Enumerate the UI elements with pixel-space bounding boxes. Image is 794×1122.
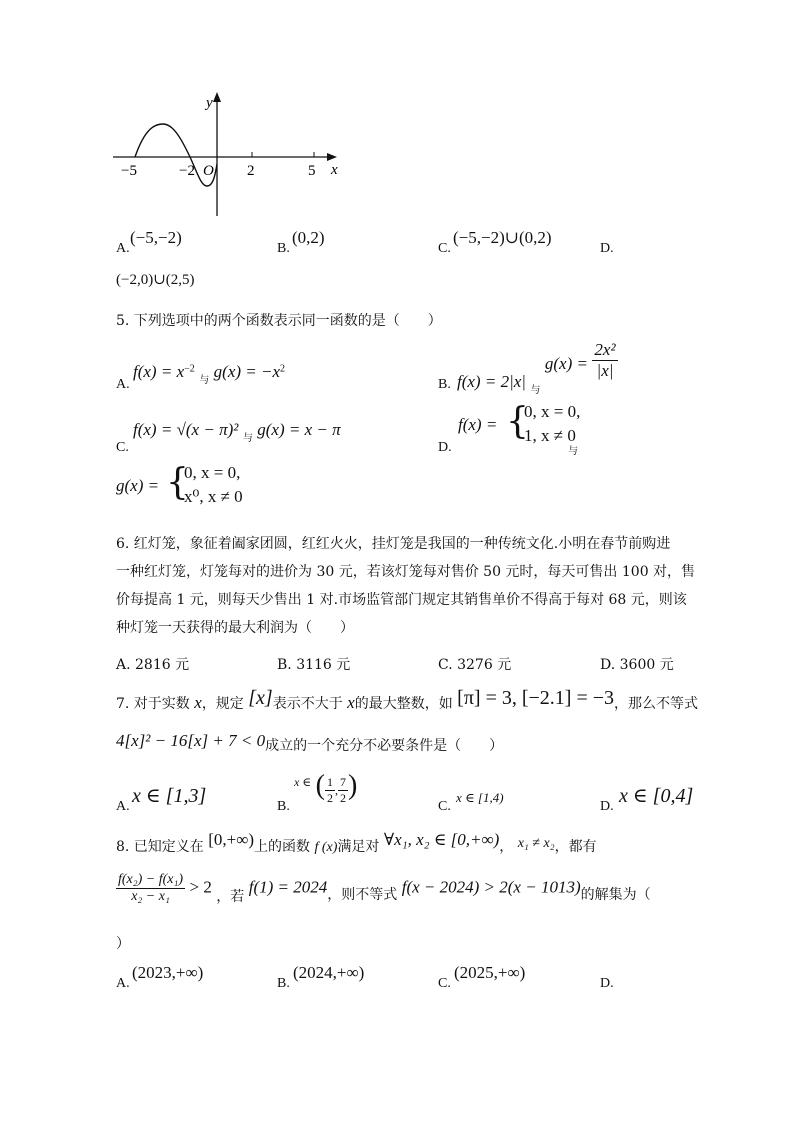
q5-a-and: 与 (199, 375, 210, 386)
q5-b-f: f(x) = 2|x| (457, 371, 526, 391)
q6-line-4: 种灯笼一天获得的最大利润为（ ） (116, 620, 354, 636)
q8-stem-line-2 (116, 872, 651, 905)
q7-b-frac-1 (325, 775, 335, 806)
q5-d-and: 与 (568, 446, 578, 457)
q8-frac-rhs: > 2 (189, 877, 212, 897)
q7-b-open-paren: ( (315, 770, 325, 801)
q5-option-a-label: A. (116, 377, 130, 392)
q6-line-3: 价每提高 1 元，则每天少售出 1 对.市场监管部门规定其销售单价不得高于每对 68 元，则该 (116, 592, 687, 608)
q8-text-6: ，若 (216, 888, 245, 905)
q8-text-3: 满足对 (337, 839, 380, 855)
q8-domain: [0,+∞) (208, 830, 255, 849)
q5-d-g-brace: { (166, 462, 189, 503)
q6-line-1: 6. 红灯笼，象征着阖家团圆，红红火火，挂灯笼是我国的一种传统文化.小明在春节前购进 (116, 536, 671, 552)
q6-option-a: A. 2816 元 (116, 657, 190, 673)
q7-b-n1: 1 (327, 774, 333, 789)
x-axis-label: x (331, 162, 338, 178)
q4-option-b-value: (0,2) (292, 228, 325, 247)
q5-d-f: f(x) = (458, 415, 498, 434)
q7-stem-line-2 (116, 731, 504, 754)
q5-c-g: g(x) = x − π (257, 420, 341, 439)
q5-option-c-label: C. (116, 440, 129, 455)
q5-option-c-math (133, 420, 341, 444)
q4-option-d-value: (−2,0)∪(2,5) (116, 272, 195, 288)
q5-d-g: g(x) = (116, 476, 160, 495)
q7-b-d2: 2 (340, 790, 346, 805)
q8-text-4: ， (499, 839, 514, 855)
q5-b-g-fraction (592, 340, 617, 381)
q8-frac-num: f(x₂) − f(x₁) (118, 872, 184, 887)
q8-option-b-value: (2024,+∞) (293, 963, 365, 982)
q7-option-c-value: x ∈ [1,4) (456, 790, 504, 805)
q5-b-g-num: 2x² (594, 340, 616, 359)
q8-option-a-label: A. (116, 976, 130, 991)
q7-option-b-value (294, 770, 357, 806)
q8-text-1: 8. 已知定义在 (116, 839, 204, 855)
q8-option-c-label: C. (438, 976, 451, 991)
q5-b-and: 与 (530, 384, 541, 396)
q7-var-x-1: x (194, 693, 202, 712)
q5-stem: 5. 下列选项中的两个函数表示同一函数的是（ ） (116, 313, 442, 329)
q5-option-d-g (116, 463, 316, 513)
q8-close-paren: ） (116, 936, 130, 952)
q7-var-x-2: x (347, 693, 355, 712)
q7-text-5: ，那么不等式 (614, 696, 699, 712)
q7-b-frac-2 (338, 775, 348, 806)
q8-option-c-value: (2025,+∞) (454, 963, 526, 982)
q5-a-g-exp: 2 (280, 363, 286, 375)
q5-option-d-label: D. (438, 440, 452, 455)
q5-a-f: f(x) = x (133, 362, 185, 381)
q8-text-7: ，则不等式 (327, 886, 398, 903)
q8-fx: f (x) (314, 840, 338, 855)
q4-option-a-label: A. (116, 241, 130, 256)
q4-option-a-value: (−5,−2) (130, 228, 182, 247)
q6-option-b: B. 3116 元 (277, 657, 351, 673)
q8-option-a-value: (2023,+∞) (132, 963, 204, 982)
q8-text-5: ，都有 (554, 839, 597, 855)
q5-d-brace: { (506, 401, 529, 442)
q4-option-c-value: (−5,−2)∪(0,2) (453, 228, 552, 247)
q7-b-n2: 7 (340, 774, 346, 789)
x-axis-arrow (327, 153, 337, 161)
origin-label: O (203, 163, 214, 179)
q7-option-b-label: B. (277, 799, 290, 814)
q7-inequality: 4[x]² − 16[x] + 7 < 0 (116, 731, 266, 750)
q6-option-d: D. 3600 元 (600, 657, 674, 673)
q5-option-a-math (133, 362, 286, 386)
q8-option-d-label: D. (600, 976, 614, 991)
q7-example: [π] = 3, [−2.1] = −3 (457, 687, 615, 709)
q6-option-c: C. 3276 元 (438, 657, 512, 673)
y-axis-arrow (213, 92, 221, 102)
q8-forall: ∀x₁, x₂ ∈ [0,+∞) (383, 830, 500, 849)
q5-d-g-case2: x⁰, x ≠ 0 (184, 487, 243, 506)
q8-inequality: f(x − 2024) > 2(x − 1013) (401, 877, 581, 897)
q7-option-a-value: x ∈ [1,3] (132, 785, 207, 807)
q8-fraction (116, 872, 185, 905)
tick-label-5: 5 (308, 163, 316, 179)
tick-label-neg2: −2 (179, 163, 195, 179)
q5-d-g-case1: 0, x = 0, (184, 463, 241, 482)
q8-text-8: 的解集为（ (580, 886, 651, 903)
q5-a-f-exp: −2 (184, 363, 195, 375)
y-axis-label: y (206, 95, 213, 111)
q5-option-b-label: B. (438, 377, 451, 392)
q5-c-and: 与 (242, 433, 253, 444)
q7-text-1: 7. 对于实数 (116, 696, 190, 712)
q8-option-b-label: B. (277, 976, 290, 991)
q7-option-a-label: A. (116, 799, 130, 814)
q7-b-comma: , (335, 783, 338, 797)
function-graph (105, 88, 345, 223)
q7-stem-line-1 (116, 687, 699, 714)
q5-b-g-den: |x| (596, 361, 614, 380)
q5-b-g: g(x) = (544, 353, 588, 373)
q5-option-b-math (457, 340, 618, 396)
q7-text-4: 的最大整数，如 (354, 696, 453, 712)
q8-condition: f(1) = 2024 (248, 877, 328, 897)
tick-label-2: 2 (247, 163, 255, 179)
q7-b-d1: 2 (327, 790, 333, 805)
q5-a-g: g(x) = −x (213, 362, 281, 381)
q7-b-prefix: x ∈ (294, 775, 312, 789)
q8-text-2: 上的函数 (254, 839, 311, 855)
q8-frac-den: x₂ − x₁ (131, 889, 170, 904)
q5-d-case2: 1, x ≠ 0 (524, 426, 576, 445)
q7-b-close-paren: ) (348, 770, 358, 801)
q7-option-d-value: x ∈ [0,4] (619, 785, 694, 807)
q4-option-b-label: B. (277, 241, 290, 256)
q8-stem-line-1 (116, 830, 597, 856)
q8-neq: x₁ ≠ x₂ (517, 836, 555, 851)
q6-line-2: 一种红灯笼，灯笼每对的进价为 30 元，若该灯笼每对售价 50 元时，每天可售出 100 对，售 (116, 564, 696, 580)
q7-bracket: [x] (248, 687, 273, 709)
q5-c-f: f(x) = √(x − π)² (133, 420, 239, 439)
q7-option-c-label: C. (438, 799, 451, 814)
q7-text-2: ，规定 (201, 696, 244, 712)
q5-d-case1: 0, x = 0, (524, 402, 581, 421)
q4-option-c-label: C. (438, 241, 451, 256)
q4-option-d-label: D. (600, 241, 614, 256)
q7-option-d-label: D. (600, 799, 614, 814)
q7-text-3: 表示不大于 (272, 696, 343, 712)
q7-text-6: 成立的一个充分不必要条件是（ ） (265, 738, 504, 754)
tick-label-neg5: −5 (121, 163, 137, 179)
